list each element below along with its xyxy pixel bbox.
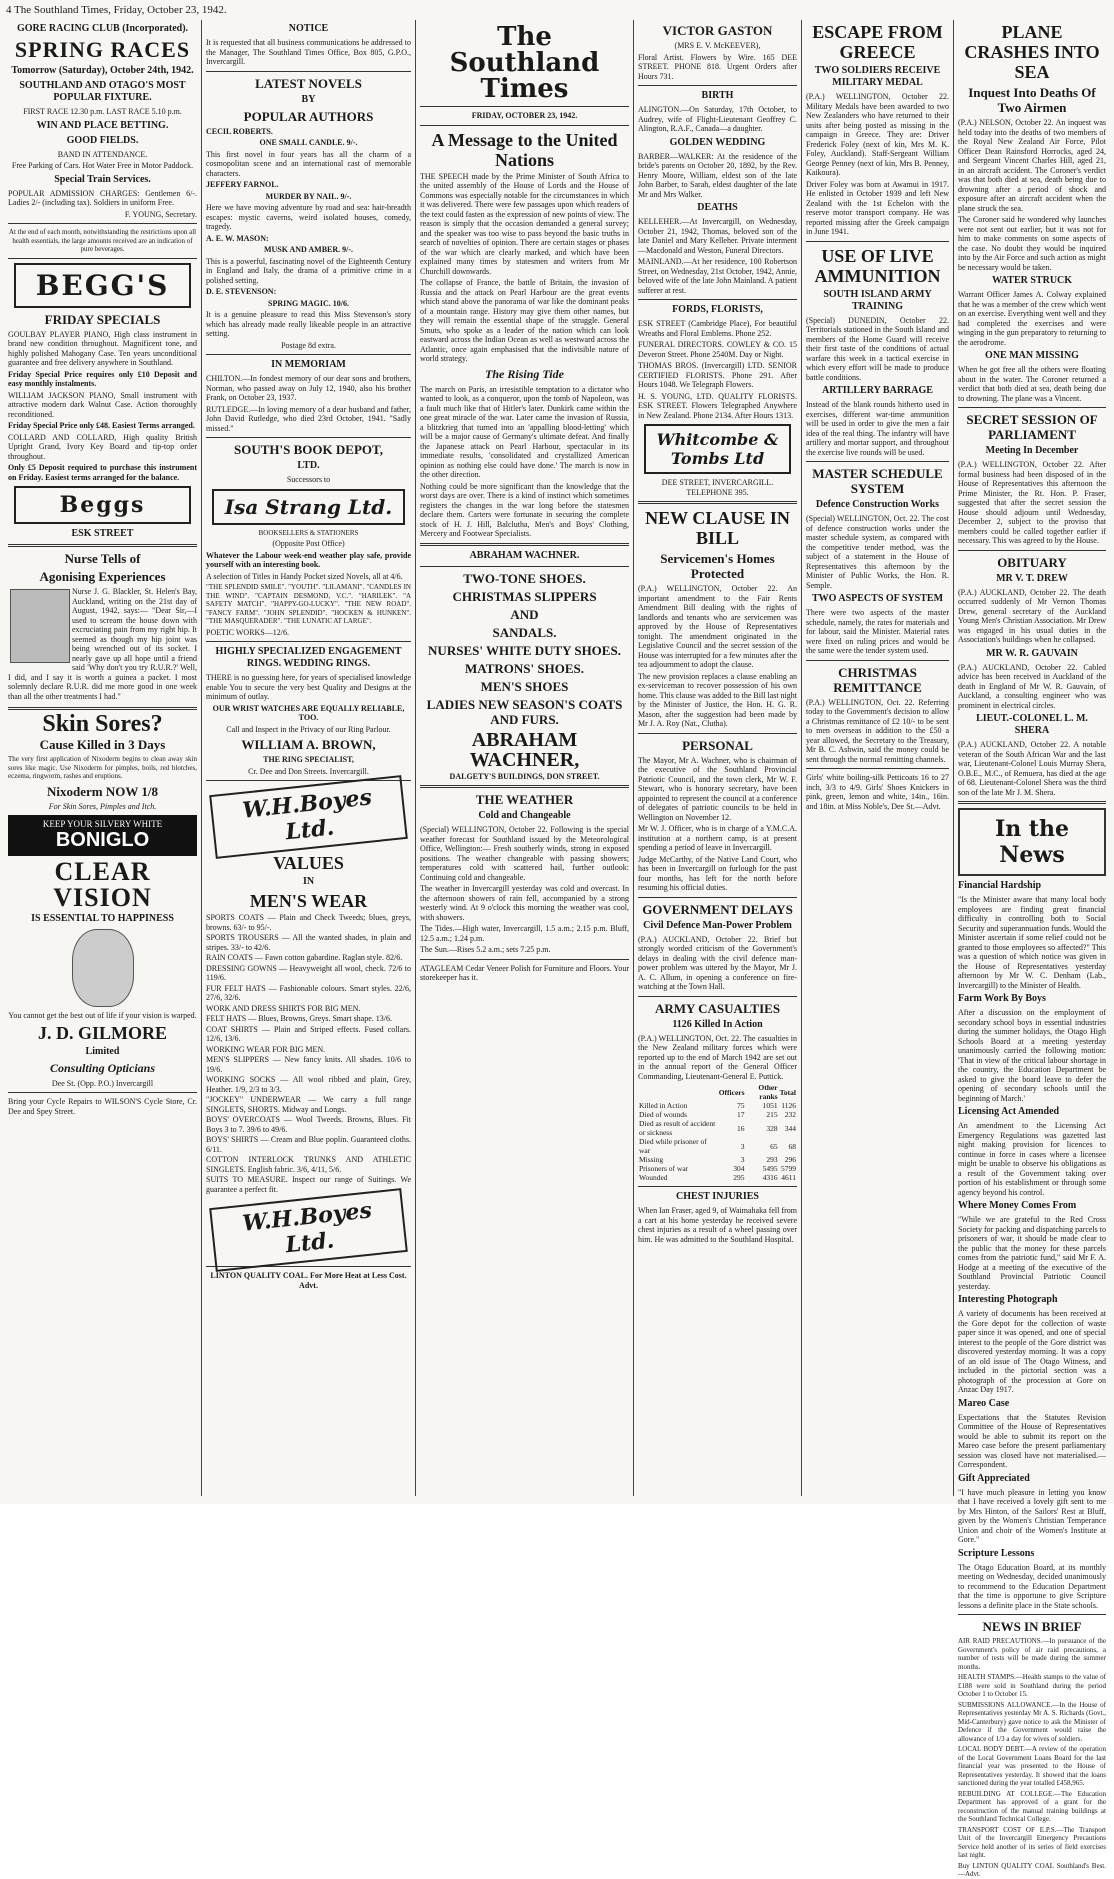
editorial-headline: A Message to the United Nations xyxy=(431,129,618,170)
race-date: Tomorrow (Saturday), October 24th, 1942. xyxy=(11,65,194,76)
cowley-funeral: FUNERAL DIRECTORS. COWLEY & CO. 15 Deveron Street. Phone 2540M. Day or Night. xyxy=(638,340,797,359)
news-item-heading: Mareo Case xyxy=(958,1397,1010,1409)
jackson-price: Friday Special Price only £48. Easiest Terms arranged. xyxy=(8,421,195,430)
column-2 xyxy=(202,20,416,1496)
victor-gaston-sub: (MRS E. V. McKEEVER), xyxy=(674,41,761,50)
mens-wear-item: FUR FELT HATS — Fashionable colours. Smart styles. 22/6, 27/6, 32/6. xyxy=(206,983,411,1002)
tides: The Tides.—High water, Invercargill, 1.5 a.m.; 2.15 p.m. Bluff, 12.5 a.m.; 1.24 p.m. xyxy=(420,924,629,943)
vision-body: You cannot get the best out of life if your vision is warped. xyxy=(8,1011,197,1020)
casualty-cell: 1051 xyxy=(762,1101,778,1110)
casualty-cell: 5799 xyxy=(781,1164,796,1173)
artillery-headline: ARTILLERY BARRAGE xyxy=(822,385,933,396)
shoe-item: TWO-TONE SHOES. xyxy=(463,570,586,586)
news-in-brief-item: LOCAL BODY DEBT.—A review of the operation of the Local Government Loans Board for the last financial year was presented to the House of Representatives yesterday. It showed that the loans sanctioned during the year totalled £458,965. xyxy=(958,1745,1106,1787)
water-body: Warrant Officer James A. Colway explained that he was a member of the crew which went on an exercise. Everything went well and they had completed the exercises and were winging in the gun preparatory to returning to the aerodrome. xyxy=(958,290,1106,347)
shoe-item: MEN'S SHOES xyxy=(480,678,569,694)
news-in-brief-item: Buy LINTON QUALITY COAL Southland's Best.—Advt. xyxy=(958,1861,1106,1878)
poetic-works: POETIC WORKS—12/6. xyxy=(206,627,289,637)
good-fields: GOOD FIELDS. xyxy=(66,134,139,146)
nurse-heading-2: Agonising Experiences xyxy=(39,569,166,584)
escape-headline: ESCAPE FROM GREECE xyxy=(812,22,943,62)
casualty-cell: Died while prisoner of war xyxy=(639,1137,707,1155)
boniglo-heading: KEEP YOUR SILVERY WHITE xyxy=(42,819,163,829)
news-item-heading: Scripture Lessons xyxy=(958,1547,1035,1559)
meeting-headline: Meeting In December xyxy=(985,445,1079,456)
gauvain-headline: MR W. R. GAUVAIN xyxy=(986,647,1078,659)
opposite-po: (Opposite Post Office) xyxy=(272,539,345,548)
memoriam-chilton: CHILTON.—In fondest memory of our dear sons and brothers, Norman, who passed away on July 12, 1940, also his brother Frank, on October 23, 1937. xyxy=(206,374,411,402)
missing-headline: ONE MAN MISSING xyxy=(985,350,1079,361)
collard-piano: COLLARD AND COLLARD, High quality British Upright Grand, Ivory Key Board and tip-top order throughout. xyxy=(8,432,197,461)
successors-to: Successors to xyxy=(286,475,331,484)
florist-details: Floral Artist. Flowers by Wire. 165 DEE STREET. PHONE 818. Urgent Orders after Hours 731. xyxy=(638,52,797,81)
news-item-body: Expectations that the Statutes Revision Committee of the House of Representatives would be able to submit its report on the Mareo case before the present parliamentary session was closed have not materialised.—Correspondent. xyxy=(958,1412,1106,1469)
in-the-news-heading: In the News xyxy=(958,808,1106,876)
mens-wear-item: SPORTS COATS — Plain and Check Tweeds; blues, greys, browns. 63/- to 95/-. xyxy=(206,913,411,932)
casualty-cell: 16 xyxy=(737,1123,745,1133)
weather-body: (Special) WELLINGTON, October 22. Following is the special weather forecast for Southland issued by the Meteorological Office, Wellington:— Fresh southerly winds, strong in exposed positions. The weather changeable with passing showers; temperatures cold with scattered hail, further outlook: Continuing cold and changeable. xyxy=(420,825,629,882)
casualty-header-cell: Total xyxy=(779,1087,796,1097)
army-casualties-heading: ARMY CASUALTIES xyxy=(654,1000,781,1016)
essential-text: IS ESSENTIAL TO HAPPINESS xyxy=(31,913,174,924)
whitcombe-address: DEE STREET, INVERCARGILL. TELEPHONE 395. xyxy=(661,478,774,497)
casualty-cell: Missing xyxy=(639,1155,664,1164)
casualty-cell: 4611 xyxy=(781,1173,796,1182)
shoe-item: SANDALS. xyxy=(492,624,557,640)
news-item-body: After a discussion on the employment of secondary school boys in essential industries during the summer holidays, the Otago High Schools Board at a meeting yesterday unanimously carried the following motion: 'That in view of the critical labour shortage in the country, the Education Department be asked to give the board leave to defer the opening of secondary schools until the beginning of March.' xyxy=(958,1008,1106,1103)
news-item-heading: Farm Work By Boys xyxy=(958,993,1046,1004)
casualty-cell: 328 xyxy=(766,1123,778,1133)
author-jeffery: JEFFERY FARNOL. xyxy=(206,180,279,189)
casualty-cell: Prisoners of war xyxy=(639,1164,689,1173)
petticoats-ad: Girls' white boiling-silk Petticoats 16 to 27 inch, 3/3 to 4/9. Girls' Shoes Knickers in pink, green, lemon and white, 14in., 16in. and 18in. at Miss Noble's, Dee St.—Advt. xyxy=(806,773,949,811)
drew-body: (P.A.) AUCKLAND, October 22. The death occurred suddenly of Mr Vernon Thomas Drew, general secretary of the Auckland Young Men's Christian Association. Mr Drew was engaged in his usual duties in the Association's buildings when he collapsed. xyxy=(958,587,1106,644)
mens-wear-item: "JOCKEY" UNDERWEAR — We carry a full range SINGLETS, SHORTS. Midway and Longs. xyxy=(206,1095,411,1114)
mens-wear-item: WORKING SOCKS — All wool ribbed and plain, Grey, Heather. 1/9, 2/3 to 3/3. xyxy=(206,1075,411,1094)
victor-gaston: VICTOR GASTON xyxy=(662,23,773,38)
shoe-item: CHRISTMAS SLIPPERS xyxy=(452,588,597,604)
ammo-headline: USE OF LIVE AMMUNITION xyxy=(814,245,941,286)
news-item-body: "Is the Minister aware that many local body employees are finding great financial difficulty in controlling both to Social Security and superannuation funds. Would the Minister ascertain if some relief could not be granted to those employees so affected?" This was a question of which notice was given in the House of Representatives yesterday afternoon by Mr W. C. Denham (Lab., Invercargill) to the Minister of Health. xyxy=(958,895,1106,990)
boyes-logo-2: W.H.Boyes Ltd. xyxy=(209,1188,408,1272)
labour-weekend: Whatever the Labour week-end weather play safe, provide yourself with an interesting book. xyxy=(206,550,411,569)
sun: The Sun.—Rises 5.2 a.m.; sets 7.25 p.m. xyxy=(420,945,551,954)
casualty-header-cell: Officers xyxy=(718,1087,745,1097)
news-in-brief-item: HEALTH STAMPS.—Health stamps to the value of £188 were sold in Southland during the period October 1 to October 15. xyxy=(958,1673,1106,1698)
chest-injuries-body: When Ian Fraser, aged 9, of Waimahaka fell from a cart at his home yesterday he received severe chest injuries as a result of a wheel passing over him. He was admitted to the Southland Hospital. xyxy=(638,1206,797,1244)
news-in-brief-item: TRANSPORT COST OF E.P.S.—The Transport Unit of the Invercargill Emergency Precautions Service held another of its series of field exercises last night. xyxy=(958,1825,1106,1859)
gilmore-address: Dee St. (Opp. P.O.) Invercargill xyxy=(51,1078,154,1088)
deaths-heading: DEATHS xyxy=(697,202,738,213)
rings-body: THERE is no guessing here, for years of specialised knowledge enable You to secure the very best Quality and Designs at the minimum of outlay. xyxy=(206,673,411,701)
editorial-body-2: The collapse of France, the battle of Britain, the invasion of Russia and the attack on Pearl Harbour are the great events which stand above the panorama of war like the dominant peaks of a mountain range. History may give them other names, but they will remain the essential shape of the struggle. General Smuts, who spoke as a leader of the nation which can look eastward across the Indian Ocean as well as westward across the Atlantic, once again emphasised that the indivisible nature of world strategy. xyxy=(420,278,629,363)
book-musk: MUSK AND AMBER. 9/-. xyxy=(263,245,354,254)
personal-2: Mr W. J. Officer, who is in charge of a Y.M.C.A. institution at a northern camp, is at present spending a period of leave in Invercargill. xyxy=(638,824,797,852)
nurse-portrait xyxy=(10,589,70,663)
news-item-body: The Otago Education Board, at its monthly meeting on Wednesday, decided unanimously to recommend to the Education Department that the time is opportune to give Scripture lessons a definite place in the State schools. xyxy=(958,1562,1106,1610)
plane-body-2: The Coroner said he wondered why launches were not sent out earlier, but it was not for him to make comments on some aspects of the case. No doubt they would be inquired into by the Air Force and such action as might be necessary would be taken. xyxy=(958,215,1106,272)
birth-heading: BIRTH xyxy=(701,90,734,101)
casualty-cell: 3 xyxy=(740,1155,745,1164)
brown-sub: THE RING SPECIALIST, xyxy=(263,755,354,764)
casualty-row xyxy=(638,1137,797,1155)
army-body: (P.A.) WELLINGTON, Oct. 22. The casualties in the New Zealand military forces which were reported up to the end of March 1942 are set out in the annual report of the General Officer Commanding, Lieutenant-General E. Puttick. xyxy=(638,1033,797,1081)
boniglo-brand: BONIGLO xyxy=(55,829,150,851)
casualty-cell: Killed in Action xyxy=(639,1101,688,1110)
mens-wear-item: WORK AND DRESS SHIRTS FOR BIG MEN. xyxy=(206,1003,361,1013)
mens-wear-item: SPORTS TROUSERS — All the wanted shades, in plain and stripes. 33/- to 42/6. xyxy=(206,933,411,952)
ring-parlour: Call and Inspect in the Privacy of our Ring Parlour. xyxy=(226,724,391,734)
shoe-item: AND xyxy=(510,606,539,622)
death-kelleher: KELLEHER.—At Invercargill, on Wednesday, October 21, 1942, Thomas, beloved son of the late Daniel and Mary Kelleher. Private interment—Macdonald and Weston, Funeral Directors. xyxy=(638,217,797,255)
inquest-headline: Inquest Into Deaths Of Two Airmen xyxy=(968,85,1096,115)
defence-headline: Defence Construction Works xyxy=(815,499,940,510)
mens-wear-item: DRESSING GOWNS — Heavyweight all wool, check. 72/6 to 119/6. xyxy=(206,963,411,982)
gauvain-body: (P.A.) AUCKLAND, October 22. Cabled advice has been received in Auckland of the death in England of Mr W. R. Gauvain, of Auckland, a consulting engineer who was prominent in electrical circles. xyxy=(958,662,1106,710)
casualty-row xyxy=(638,1173,797,1182)
whitcombe-logo: Whitcombe & Tombs Ltd xyxy=(644,424,791,474)
mens-wear-item: BOYS' SHIRTS — Cream and Blue poplin. Guaranteed cloths. 6/11. xyxy=(206,1135,411,1154)
news-in-brief-item: SUBMISSIONS ALLOWANCE.—In the House of Representatives yesterday Mr A. S. Richards (Govt., Mid-Canterbury) gave notice to ask the Minister of Defence if the Government would raise the allowance of 1/3 a day for wives of soldiers. xyxy=(958,1700,1106,1743)
postage: Postage 8d extra. xyxy=(281,340,336,350)
pocket-novels: A selection of Titles in Handy Pocket sized Novels, all at 4/6. xyxy=(206,571,403,581)
popular-authors: POPULAR AUTHORS xyxy=(243,108,374,124)
rings-heading: HIGHLY SPECIALIZED ENGAGEMENT RINGS. WEDDING RINGS. xyxy=(215,646,402,669)
brown-address: Cr. Dee and Don Streets. Invercargill. xyxy=(248,766,369,776)
killed-heading: 1126 Killed In Action xyxy=(672,1018,763,1030)
casualty-row xyxy=(638,1164,797,1173)
book-murder: MURDER BY NAIL. 9/-. xyxy=(265,191,352,201)
wachner-big: ABRAHAM WACHNER, xyxy=(469,728,580,771)
plane-headline: PLANE CRASHES INTO SEA xyxy=(964,22,1100,82)
ataglam-ad: ATAGLEAM Cedar Veneer Polish for Furniture and Floors. Your storekeeper has it. xyxy=(420,963,629,982)
casualty-row xyxy=(638,1119,797,1137)
casualty-cell: 75 xyxy=(737,1101,745,1110)
cause-killed: Cause Killed in 3 Days xyxy=(39,737,166,752)
schedule-body: (Special) WELLINGTON, Oct. 22. The cost of defence construction works under the master schedule system, as compared with the competitive tender method, was the subject of a statement in the House of Representatives this afternoon by the Minister of Public Works, the Hon. R. Semple. xyxy=(806,514,949,590)
medal-body: (P.A.) WELLINGTON, October 22. Military Medals have been awarded to two New Zealanders who have returned to their units after being posted as missing in the campaign in Greece. They are: Driver Frederick Foley (next of kin, Mrs M. K. Foley, Auckland). Staff-Sergeant William George Penney (next of kin, Mrs B. Penney, Kaikoura). xyxy=(806,92,949,177)
casualty-cell: 293 xyxy=(766,1155,778,1164)
mens-wear-list xyxy=(206,913,411,1194)
book-spring-magic: SPRING MAGIC. 10/6. xyxy=(268,298,349,308)
memoriam-heading: IN MEMORIAM xyxy=(271,359,346,370)
book-depot-ltd: LTD. xyxy=(297,460,320,471)
news-item-heading: Where Money Comes From xyxy=(958,1200,1077,1211)
casualty-header-cell: Other ranks xyxy=(758,1083,778,1101)
author-mason: A. E. W. MASON: xyxy=(206,233,269,243)
news-item-heading: Licensing Act Amended xyxy=(958,1106,1060,1117)
column-6 xyxy=(954,20,1110,1878)
race-times: FIRST RACE 12.30 p.m. LAST RACE 5.10 p.m. xyxy=(23,107,182,116)
casualty-cell: 296 xyxy=(784,1155,796,1164)
gilmore-name: J. D. GILMORE xyxy=(37,1022,167,1043)
news-item-body: "I have much pleasure in letting you know that I have received a lovely gift sent to me by Mrs Hinton, of the Sailors' Rest at Bluff, given by the Women's Christian Temperance Union and choir of the Women's Institute at Gore." xyxy=(958,1487,1106,1544)
band: BAND IN ATTENDANCE. xyxy=(57,149,148,159)
goulbay-price: Friday Special Price requires only £10 Deposit and easy monthly instalments. xyxy=(8,369,197,388)
eye-icon xyxy=(72,929,134,1007)
clause-body: (P.A.) WELLINGTON, October 22. An important amendment to the Fair Rents Amendment Bill dealing with the rights of landlords and tenants who are servicemen was approved by the House of Representatives tonight. The amendment originated in the Legislative Council and the secret session of the House was interrupted for a few minutes after the tea adjournment to adopt the clause. xyxy=(638,584,797,669)
column-4 xyxy=(634,20,802,1496)
drew-headline: MR V. T. DREW xyxy=(996,572,1068,584)
xmas-headline: CHRISTMAS REMITTANCE xyxy=(833,664,922,695)
obituary-headline: OBITUARY xyxy=(997,554,1067,570)
newspaper-nameplate: The Southland Times xyxy=(449,22,600,104)
mens-wear-item: BOYS' OVERCOATS — Wool Tweeds. Browns, Blues. Fit Boys 3 to 7. 39/6 to 49/6. xyxy=(206,1115,411,1134)
book-depot-name: SOUTH'S BOOK DEPOT, xyxy=(234,442,383,457)
boyes-logo: W.H.Boyes Ltd. xyxy=(209,775,408,859)
beggs-logo: BEGG'S xyxy=(14,263,191,308)
wachner-heading: ABRAHAM WACHNER. xyxy=(469,549,580,561)
training-headline: SOUTH ISLAND ARMY TRAINING xyxy=(823,288,932,312)
news-item-heading: Financial Hardship xyxy=(958,880,1042,891)
rising-tide-heading: The Rising Tide xyxy=(485,366,564,381)
nixoderm-sub: For Skin Sores, Pimples and Itch. xyxy=(48,801,157,811)
nixoderm-brand xyxy=(8,784,197,799)
shoe-list xyxy=(420,571,629,727)
memoriam-rutledge: RUTLEDGE.—In loving memory of a dear husband and father, John David Rutledge, who died 23rd October, 1941. "Sadly missed." xyxy=(206,404,411,433)
strang-logo: Isa Strang Ltd. xyxy=(212,489,405,525)
nurse-heading-1: Nurse Tells of xyxy=(64,551,141,566)
casualty-header-cell xyxy=(638,1083,718,1101)
casualty-table xyxy=(638,1083,797,1182)
plane-body: (P.A.) NELSON, October 22. An inquest was held today into the deaths of two members of the Royal New Zealand Air Force, Pilot Officer Dean Rainsford Horrocks, aged 24, and Sergeant Vincent Charles Hill, aged 21, in an aircraft accident. The Coroner's verdict was that both died at sea, death being due to drowning after a period of shock and exposure after an aircraft accident when the plane struck the sea. xyxy=(958,118,1106,213)
medal-headline: TWO SOLDIERS RECEIVE MILITARY MEDAL xyxy=(814,65,941,88)
clause-headline: NEW CLAUSE IN BILL xyxy=(645,508,790,548)
nixoderm-price: NOW 1/8 xyxy=(105,783,158,799)
book-candle: ONE SMALL CANDLE. 9/-. xyxy=(259,138,358,147)
page-header: 4 The Southland Times, Friday, October 23, 1942. xyxy=(6,4,227,16)
mens-wear-item: COAT SHIRTS — Plain and Striped effects. Fused collars. 12/6, 13/6. xyxy=(206,1024,411,1043)
goulbay-piano: GOULBAY PLAYER PIANO, High class instrument in brand new condition throughout. Magnificent tone, and highly polished Mahogany Case. Ten years unconditional guarantee and free delivery anywhere in Southland. xyxy=(8,329,197,367)
casualty-row xyxy=(638,1110,797,1119)
mens-wear-item: SUITS TO MEASURE. Inspect our range of Suitings. We guarantee a perfect fit. xyxy=(206,1175,411,1194)
shera-body: (P.A.) AUCKLAND, October 22. A notable veteran of the South African War and the last war, Lieutenant-Colonel Louis Murray Shera, O.B.E., M.C., of Remuera, has died at the age of 68. Lieutenant-Colonel Shera was the third son of the late Mr J. M. Shera. xyxy=(958,740,1106,797)
mens-wear-item: COTTON INTERLOCK TRUNKS AND ATHLETIC SINGLETS. English fabric. 3/6, 4/11, 5/6. xyxy=(206,1155,411,1174)
linton-coal: LINTON QUALITY COAL. For More Heat at Less Cost. Advt. xyxy=(210,1271,407,1290)
casualty-cell: 4316 xyxy=(762,1173,778,1182)
admission-charges: POPULAR ADMISSION CHARGES: Gentlemen 6/-. Ladies 2/- (including tax). Soldiers in uniform Free. xyxy=(8,188,197,207)
skin-sores-title: Skin Sores? xyxy=(42,711,163,737)
clear-word: CLEAR xyxy=(54,857,151,886)
news-in-brief-list xyxy=(958,1637,1106,1879)
secretary: F. YOUNG, Secretary. xyxy=(124,209,197,219)
casualty-cell: 65 xyxy=(770,1141,778,1151)
personal-heading: PERSONAL xyxy=(682,737,753,753)
mens-wear-item: FELT HATS — Blues, Browns, Greys. Smart shape. 13/6. xyxy=(206,1014,392,1023)
vision-word: VISION xyxy=(53,883,152,912)
servicemen-homes-headline: Servicemen's Homes Protected xyxy=(660,551,775,581)
nixoderm-name: Nixoderm xyxy=(47,783,103,799)
casualty-row xyxy=(638,1101,797,1110)
govt-delays-heading: GOVERNMENT DELAYS xyxy=(642,901,793,917)
news-item-body: An amendment to the Licensing Act Emergency Regulations was gazetted last night making provision for licences to continue in force in cases where a licensee might be unable to observe his obligations as a result of the Government taking over portion of his establishment or through some agency beyond his control. xyxy=(958,1121,1106,1197)
fords-heading: FORDS, FLORISTS, xyxy=(672,304,763,315)
schedule-headline: MASTER SCHEDULE SYSTEM xyxy=(812,466,943,496)
in-word: IN xyxy=(302,876,315,887)
by-word: BY xyxy=(301,93,316,105)
issue-date: FRIDAY, OCTOBER 23, 1942. xyxy=(471,111,578,120)
novel-titles: "THE SPLENDID SMILE". "YOUTH". "LILAMANI". "CANDLES IN THE WIND". "CAPTAIN DESMOND, V.C.". "HARILEK". "A SAFETY MATCH". "HAPPY-GO-LUCKY". "THE NEW ROAD". "FANCY FARM". "JOHN SPLENDID". "HOCKEN & HUNKEN". "THE MASQUERADER". "THE LUNATIC AT LARGE". xyxy=(206,583,411,625)
editorial-body: THE SPEECH made by the Prime Minister of South Africa to the united assembly of the House of Lords and the House of Commons was especially notable for the circumstances in which it was delivered. There were few passages upon which readers of the text could fasten as the expression of new points of view. The reason is simply that the occasion demanded a general survey; and the speaker was too wise to pass beyond the basic truths in search of novelties of opinion. There are certain stages or phases of the war which are clearly marked, and which have been explained many times by statesmen and writers from Mr Churchill downwards. xyxy=(420,171,629,276)
news-item-body: "While we are grateful to the Red Cross Society for packing and dispatching parcels to prisoners of war, it should be made clear to the public that the money for these parcels comes from the patriotic fund," said Mr F. A. Hodge at a meeting of the executive of the Southland Provincial Patriotic Council yesterday. xyxy=(958,1215,1106,1291)
month-end-note: At the end of each month, notwithstanding the restrictions upon all health essentials, the large amounts received are an indication of pure beverages. xyxy=(8,228,197,253)
mens-wear-item: RAIN COATS — Fawn cotton gabardine. Raglan style. 82/6. xyxy=(206,953,403,962)
jackson-piano: WILLIAM JACKSON PIANO, Small instrument with attractive modern dark Walnut Case. Action thoroughly reconditioned. xyxy=(8,390,197,419)
hs-young: H. S. YOUNG, LTD. QUALITY FLORISTS. ESK STREET. Flowers Telegraphed Anywhere in New Zealand. Phone 2134. After Hours 1313. xyxy=(638,391,797,420)
medal-body-2: Driver Foley was born at Awamui in 1917. He enlisted in October 1939 and left New Zealand with the 1st Echelon with the reserve motor transport company. He was reported missing after the Greek campaign in June 1941. xyxy=(806,179,949,236)
notice-heading: NOTICE xyxy=(288,23,329,34)
strang-sub: BOOKSELLERS & STATIONERS xyxy=(258,528,359,537)
column-5 xyxy=(802,20,954,1496)
gilmore-opticians: Consulting Opticians xyxy=(49,1060,156,1075)
secret-body: (P.A.) WELLINGTON, October 22. After formal business had been disposed of in the House of Representatives this afternoon the Prime Minister, the Rt. Hon. P. Fraser, suggested that after the secret session the House should adjourn until Wednesday, December 2, subject to the proviso that members could be called together earlier if necessary. This was agreed to by the House. xyxy=(958,460,1106,545)
win-place: WIN AND PLACE BETTING. xyxy=(36,119,169,131)
aspects-body: There were two aspects of the master schedule, namely, the rates for materials and for labour, said the Minister. Material rates were fixed on ruling prices and would be the same were the tender system used. xyxy=(806,608,949,655)
gilmore-limited: Limited xyxy=(85,1045,120,1057)
friday-specials: FRIDAY SPECIALS xyxy=(44,311,161,327)
special-trains: Special Train Services. xyxy=(54,173,151,185)
shera-headline: LIEUT.-COLONEL L. M. SHERA xyxy=(976,713,1088,736)
news-in-brief-heading: NEWS IN BRIEF xyxy=(982,1619,1082,1634)
mens-wear-heading: MEN'S WEAR xyxy=(249,891,368,911)
missing-body: When he got free all the others were floating about in the water. The Coroner returned a verdict that both died at sea, death being due to drowning. The plane was a Vincent. xyxy=(958,365,1106,403)
boniglo-ad xyxy=(8,815,197,856)
latest-novels: LATEST NOVELS xyxy=(255,75,362,91)
casualty-header-row xyxy=(638,1083,797,1101)
column-1 xyxy=(4,20,202,1496)
parking: Free Parking of Cars. Hot Water Free in Motor Paddock. xyxy=(11,161,194,170)
beggs-store-logo: Beggs xyxy=(14,486,191,524)
mens-wear-item: MEN'S SLIPPERS — New fancy knits. All shades. 10/6 to 19/6. xyxy=(206,1055,411,1074)
thomas-bros: THOMAS BROS. (Invercargill) LTD. SENIOR CERTIFIED FLORISTS. Phone 291. After Hours 1048. We Telegraph Flowers. xyxy=(638,361,797,389)
column-3 xyxy=(416,20,634,1496)
mens-wear-item: WORKING WEAR FOR BIG MEN. xyxy=(206,1044,326,1054)
casualty-cell: 68 xyxy=(788,1141,796,1151)
personal-3: Judge McCarthy, of the Native Land Court, who has been in Invercargill on furlough for the past four months, has left for the north before resuming his official duties. xyxy=(638,854,797,892)
values-heading: VALUES xyxy=(273,853,344,873)
ammo-body: (Special) DUNEDIN, October 22. Territorials stationed in the South Island and members of the Home Guard will receive their first taste of the conditions of actual warfare this week in a tactical exercise in which every effort will be made to produce battle conditions. xyxy=(806,315,949,382)
fords-body: ESK STREET (Cambridge Place), For beautiful Wreaths and Floral Emblems. Phone 252. xyxy=(638,319,797,338)
book-musk-desc: This is a powerful, fascinating novel of the Eighteenth Century in England and Italy, the drama of a primitive crime in a polished setting. xyxy=(206,256,411,285)
weather-sub: Cold and Changeable xyxy=(478,810,571,821)
casualty-cell: 232 xyxy=(784,1110,796,1119)
casualty-cell: 5495 xyxy=(762,1164,778,1173)
shoe-item: MATRONS' SHOES. xyxy=(465,660,584,676)
news-item-body: A variety of documents has been received at the Gore depot for the collection of waste paper since it was opened, and one of special interest to the people of the Gore district was discovered yesterday morning. It was a copy of an old issue of The Otago Witness, and included in the pictorial section was a photograph of the procession at Gore on Anzac Day 1917. xyxy=(958,1309,1106,1394)
nixoderm-body: The very first application of Nixoderm begins to clean away skin sores like magic. Use Nixoderm for pimples, boils, red blotches, eczema, ringworm, rashes and eruptions. xyxy=(8,755,197,780)
casualty-cell: Died of wounds xyxy=(639,1110,687,1119)
casualty-cell: 344 xyxy=(784,1123,796,1133)
popular-fixture: SOUTHLAND AND OTAGO'S MOST POPULAR FIXTURE. xyxy=(19,80,186,103)
death-mainland: MAINLAND.—At her residence, 100 Robertson Street, on Wednesday, 21st October, 1942, Annie, beloved wife of the late John Mainland. A patient sufferer at rest. xyxy=(638,257,797,295)
casualty-cell: 295 xyxy=(733,1173,745,1182)
wachner-address: DALGETY'S BUILDINGS, DON STREET. xyxy=(449,771,600,781)
golden-wedding-notice: BARBER—WALKER: At the residence of the bride's parents on October 20, 1892, by the Rev. Henry Moore, William, eldest son of the late John Barber, to Sarah, eldest daughter of the late Mr and Mrs Walker. xyxy=(638,151,797,199)
news-in-brief-item: AIR RAID PRECAUTIONS.—In pursuance of the Government's policy of air raid precautions, a number of tests will be made during the summer months. xyxy=(958,1637,1106,1671)
spring-races-title: SPRING RACES xyxy=(14,37,191,62)
casualty-cell: 1126 xyxy=(781,1101,796,1110)
rising-tide-body: The march on Paris, an irresistible temptation to a dictator who wanted to look, as a conqueror, upon the tomb of Napoleon, was a fault much like that of Hitler's later. Dunkirk came within the one great miracle of the war. Later came the invasion of Russia, a blitzkrieg that turned into an 'appalling blood-letting' which will be a major cause of Germany's ultimate defeat. And finally the Japanese attack on Pearl Harbour, spectacular in its immediate results, 'consolidated and crystallized American opinion as nothing else could have done.' The march is now in the other direction. xyxy=(420,384,629,479)
author-roberts: CECIL ROBERTS. xyxy=(206,126,273,136)
birth-notice: ALINGTON.—On Saturday, 17th October, to Audrey, wife of Flight-Lieutenant Geoffrey C. Alington, R.A.F., Canada—a daughter. xyxy=(638,105,797,133)
casualty-cell: 215 xyxy=(766,1110,778,1119)
water-headline: WATER STRUCK xyxy=(991,275,1073,286)
personal-1: The Mayor, Mr A. Wachner, who is chairman of the executive of the Southland Provincial Patriotic Council, and the town clerk, Mr W. F. Stewart, who is honorary secretary, have been appointed to represent the council at a conference of delegates of patriotic councils to be held in Wellington on November 12. xyxy=(638,755,797,822)
shoe-item: NURSES' WHITE DUTY SHOES. xyxy=(428,642,621,658)
casualty-cell: 304 xyxy=(733,1164,745,1173)
news-in-brief-item: REBUILDING AT COLLEGE.—The Education Department has approved of a grant for the reconstruction of the manual training buildings at the Southland Technical College. xyxy=(958,1789,1106,1823)
cycle-repairs: Bring your Cycle Repairs to WILSON'S Cycle Store, Cr. Dee and Spey Street. xyxy=(8,1097,197,1116)
shoe-item: LADIES NEW SEASON'S COATS AND FURS. xyxy=(426,696,623,727)
chest-injuries-heading: CHEST INJURIES xyxy=(676,1191,759,1202)
book-spring-magic-desc: It is a genuine pleasure to read this Miss Stevenson's story which has already made really likeable people in an attractive setting. xyxy=(206,310,411,338)
news-item-heading: Gift Appreciated xyxy=(958,1472,1030,1484)
collard-price: Only £5 Deposit required to purchase this instrument on Friday. Easiest terms arranged for the balance. xyxy=(8,463,197,482)
notice-body: It is requested that all business communications be addressed to the Manager, The Southland Times Office, Box 805, G.P.O., Invercargill. xyxy=(206,38,411,66)
civil-defence-heading: Civil Defence Man-Power Problem xyxy=(643,919,792,931)
casualty-cell: Died as result of accident or sickness xyxy=(639,1119,716,1137)
author-stevenson: D. E. STEVENSON: xyxy=(206,287,277,296)
book-murder-desc: Here we have moving adventure by road and sea: hair-breadth escapes: mystic caverns, weird isolated houses, comedy, tragedy. xyxy=(206,203,411,231)
weather-body-2: The weather in Invercargill yesterday was cold and overcast. In the afternoon showers of rain fell, accompanied by a strong westerly wind. At 9 o'clock this morning the weather was cool, with showers. xyxy=(420,884,629,922)
golden-wedding-heading: GOLDEN WEDDING xyxy=(669,136,766,148)
wrist-watches: OUR WRIST WATCHES ARE EQUALLY RELIABLE, TOO. xyxy=(212,703,405,722)
aspects-headline: TWO ASPECTS OF SYSTEM xyxy=(811,593,944,604)
xmas-body: (P.A.) WELLINGTON, Oct. 22. Referring today to the Government's decision to allow a Christmas remittance of £2 10/- to be sent to men overseas in addition to the £50 a year allowed, the Secretary to the Treasury, Mr B. C. Ashwin, said the money could be sent through the normal remitting channels. xyxy=(806,697,949,764)
book-candle-desc: This first novel in four years has all the charm of a cosmopolitan scene and an international cast of memorable characters. xyxy=(206,149,411,178)
artillery-body: Instead of the blank rounds hitherto used in exercises, different war-time ammunition will be used in order to give the men a fair idea of the real thing. The infantry will have artillery and mortar support, and throughout the exercise live rounds will be used. xyxy=(806,400,949,457)
brown-name: WILLIAM A. BROWN, xyxy=(241,737,376,752)
casualty-cell: 17 xyxy=(737,1110,745,1119)
nurse-testimonial: Nurse J. G. Blackler, St. Helen's Bay, Auckland, writing on the 21st day of August, 1942, says:— "Dear Sir,—I used to scream the house down with excruciating pain from my right hip. It seemed as though my hip joint was being wrenched out of its socket. I nearly gave up all hope until a friend said 'Why don't you try R.U.R.?' Well, I did, and I say it is worth a guinea a packet. I most solemnly declare R.U.R. did me more good in one week than all the other treatments I had." xyxy=(8,587,197,701)
casualty-cell: 3 xyxy=(740,1141,745,1151)
secret-headline: SECRET SESSION OF PARLIAMENT xyxy=(966,412,1098,442)
casualty-row xyxy=(638,1155,797,1164)
esk-street: ESK STREET xyxy=(71,528,134,539)
weather-heading: THE WEATHER xyxy=(475,792,574,807)
news-items xyxy=(958,880,1106,1610)
civil-defence-body: (P.A.) AUCKLAND, October 22. Brief but strongly worded criticism of the Government's delays in dealing with the civil defence man-power problem was uttered by the Mayor, Mr J. A. C. Allum, in opening a conference on fire-watching at the Town Hall. xyxy=(638,934,797,991)
clause-body-2: The new provision replaces a clause enabling an ex-serviceman to recover possession of his own home. This clause was added to the Bill last night by the Minister of Justice, the Hon. H. G. R. Mason, after the suggestion had been made by Mr J. A. Roy (Nat., Clutha). xyxy=(638,671,797,728)
gore-club-heading: GORE RACING CLUB (Incorporated). xyxy=(16,23,189,34)
casualty-cell: Wounded xyxy=(639,1173,668,1182)
rising-tide-body-2: Nothing could be more significant than the knowledge that the worst days are over. There is a kind of instinct which sometimes registers the changes in the war long before the statesmen declare them. Carters were fortunate in securing the complete stock of H. J. Hill, Balclutha, Men's and Boys' Clothing, Mercery and Footwear Specialists. xyxy=(420,481,629,538)
news-item-heading: Interesting Photograph xyxy=(958,1294,1058,1305)
